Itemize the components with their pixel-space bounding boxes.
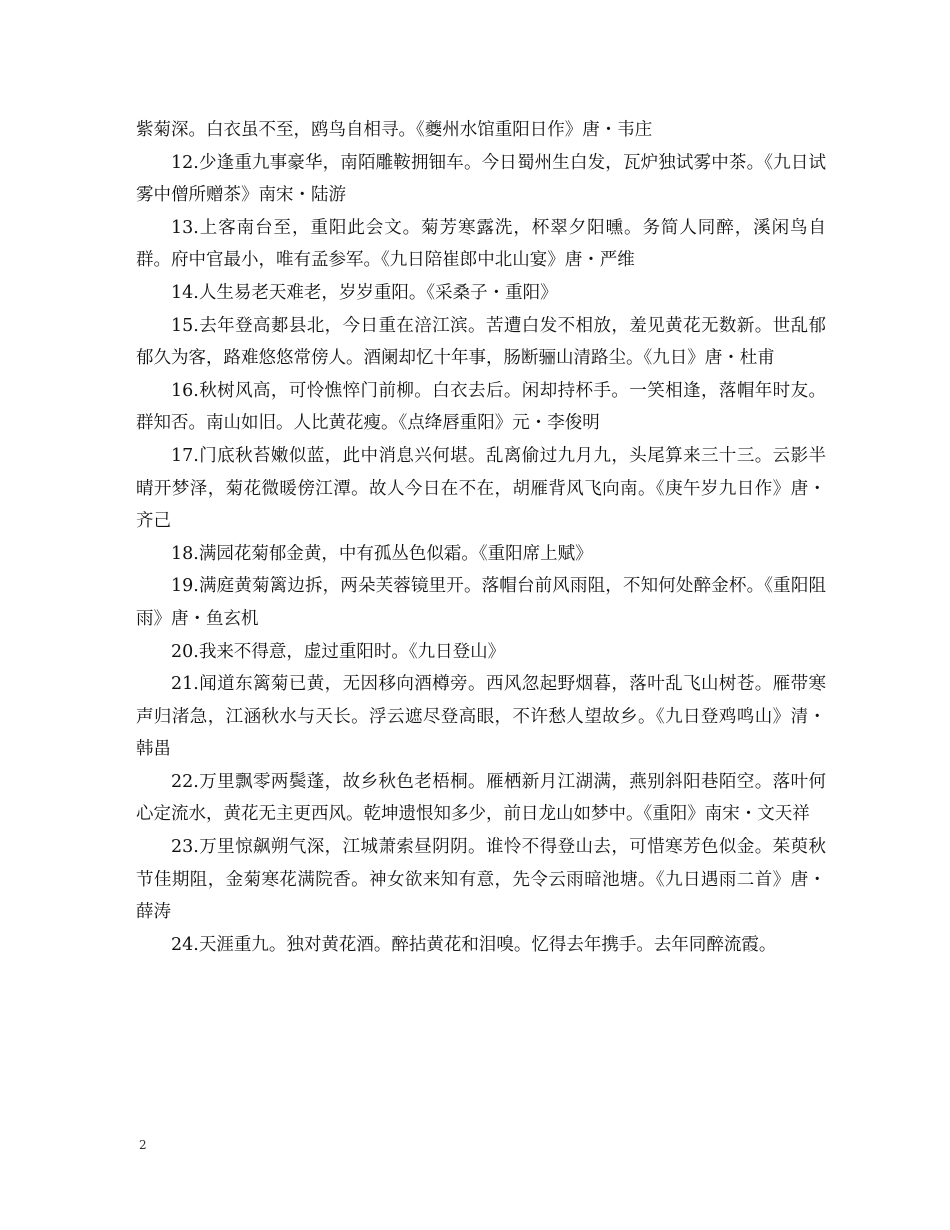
poem-item-17: 17.门底秋苔嫩似蓝，此中消息兴何堪。乱离偷过九月九，头尾算来三十三。云影半晴开梦泽，菊花微暖傍江潭。故人今日在不在，胡雁背风飞向南。《庚午岁九日作》唐・齐己: [136, 445, 826, 532]
poem-item-15: 15.去年登高郪县北，今日重在涪江滨。苦遭白发不相放，羞见黄花无数新。世乱郁郁久为客，路难悠悠常傍人。酒阑却忆十年事，肠断骊山清路尘。《九日》唐・杜甫: [136, 315, 826, 369]
poem-item-16: 16.秋树风高，可怜憔悴门前柳。白衣去后。闲却持杯手。一笑相逢，落帽年时友。群知否。南山如旧。人比黄花瘦。《点绛唇重阳》元・李俊明: [136, 380, 826, 434]
poem-item-22: 22.万里飘零两鬓蓬，故乡秋色老梧桐。雁栖新月江湖满，燕别斜阳巷陌空。落叶何心定流水，黄花无主更西风。乾坤遗恨知多少，前日龙山如梦中。《重阳》南宋・文天祥: [136, 771, 826, 825]
poem-item-23: 23.万里惊飙朔气深，江城萧索昼阴阴。谁怜不得登山去，可惜寒芳色似金。茱萸秋节佳期阻，金菊寒花满院香。神女欲来知有意，先令云雨暗池塘。《九日遇雨二首》唐・薛涛: [136, 837, 826, 923]
poem-item-12: 12.少逢重九事豪华，南陌雕鞍拥钿车。今日蜀州生白发，瓦炉独试雾中茶。《九日试雾中僧所赠茶》南宋・陆游: [136, 152, 826, 206]
poem-item-24: 24.天涯重九。独对黄花酒。醉拈黄花和泪嗅。忆得去年携手。去年同醉流霞。: [171, 934, 777, 955]
poem-item-20: 20.我来不得意，虚过重阳时。《九日登山》: [171, 641, 506, 662]
page-number: 2: [139, 1138, 147, 1152]
poem-item-19: 19.满庭黄菊篱边拆，两朵芙蓉镜里开。落帽台前风雨阻，不知何处醉金杯。《重阳阻雨》唐・鱼玄机: [136, 576, 826, 629]
poem-list: [136, 114, 826, 961]
poem-item-14: 14.人生易老天难老，岁岁重阳。《采桑子・重阳》: [171, 282, 558, 303]
poem-item-21: 21.闻道东篱菊已黄，无因移向酒樽旁。西风忽起野烟暮，落叶乱飞山树苍。雁带寒声归渚急，江涵秋水与天长。浮云遮尽登高眼，不许愁人望故乡。《九日登鸡鸣山》清・韩畕: [136, 674, 826, 760]
continuation-paragraph: 紫菊深。白衣虽不至，鸥鸟自相寻。《夔州水馆重阳日作》唐・韦庄: [136, 120, 653, 140]
poem-item-18: 18.满园花菊郁金黄，中有孤丛色似霜。《重阳席上赋》: [171, 543, 593, 564]
poem-item-13: 13.上客南台至，重阳此会文。菊芳寒露洗，杯翠夕阳曛。务简人同醉，溪闲鸟自群。府中官最小，唯有孟参军。《九日陪崔郎中北山宴》唐・严维: [136, 217, 826, 271]
